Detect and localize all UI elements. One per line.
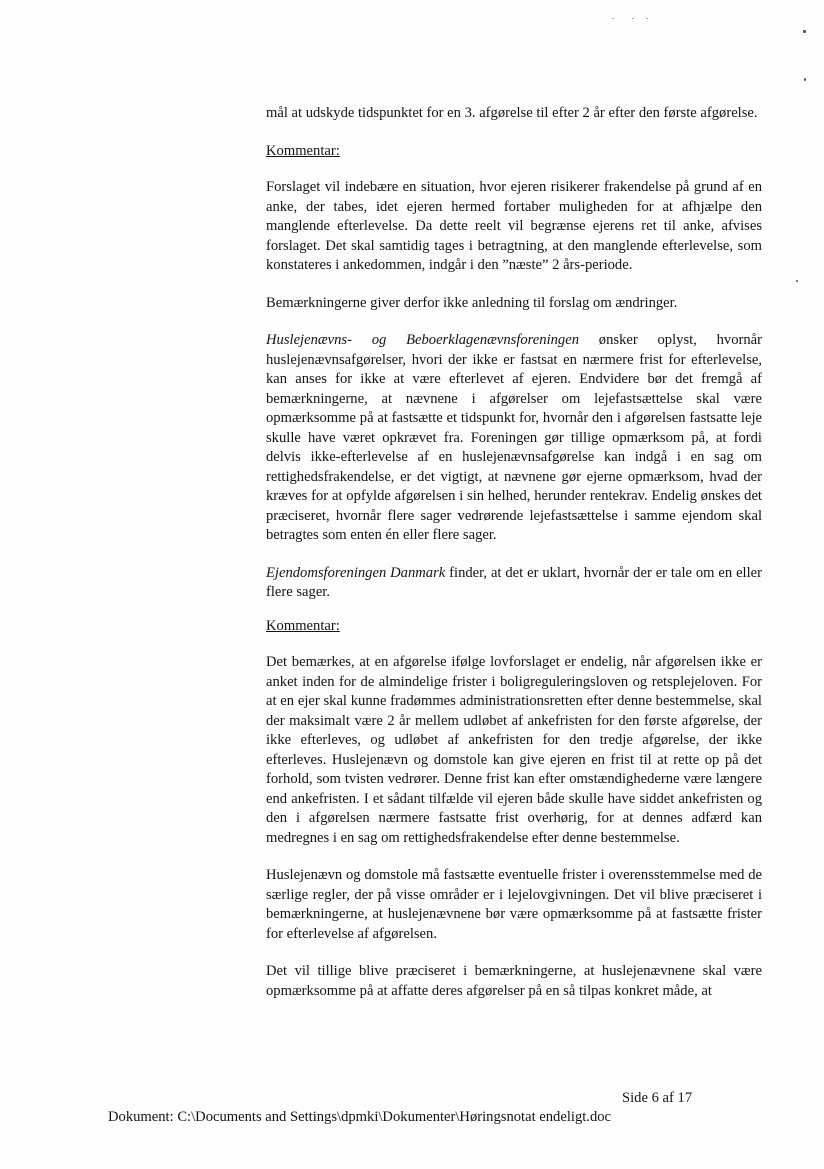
remark-text: finder, at det er uklart, hvornår der er tale om en eller flere sager. xyxy=(266,564,763,600)
remark-text: ønsker oplyst, hvornår huslejenævnsafgørelser, hvori der ikke er fastsat en nærmere frist for efterlevelse, kan anses for ikke at være efterlevet af ejeren. Endvidere bør det fremgå af bemærkningerne, at nævnene i afgørelser om lejefastsættelse skal være opmærksomme på at fastsætte et tidspunkt for, hvornår den i afgørelsen fastsatte leje skulle have været opkrævet fra. Foreningen gør tillige opmærksom på, at fordi delvis ikke-efterlevelse af en huslejenævnsafgørelse kan indgå i en sag om rettighedsfrakendelse, er det vigtigt, at nævnene gør ejerne opmærksom, hvad der kræves for at opfylde afgørelsen i sin helhed, herunder rentekrav. Endelig ønskes det præciseret, hvornår flere sager vedrørende lejefastsættelse i samme ejendom skal betragtes som enten én eller flere sager. xyxy=(266,332,762,543)
document-path-footer: Dokument: C:\Documents and Settings\dpmki\Dokumenter\Høringsnotat endeligt.doc xyxy=(108,1109,612,1125)
comment-heading: Kommentar: xyxy=(266,617,340,634)
scan-speck xyxy=(646,18,648,19)
association-remark-paragraph xyxy=(266,564,762,603)
comment-paragraph: Det bemærkes, at en afgørelse ifølge lovforslaget er endelig, når afgørelsen ikke er anket inden for de almindelige frister i boligreguleringsloven og retsplejeloven. For at en ejer skal kunne fradømmes administrationsretten efter denne bestemmelse, skal der maksimalt være 2 år mellem udløbet af ankefristen for den første afgørelse, der ikke efterleves, og udløbet af ankefristen for den tredje afgørelse, der ikke efterleves. Huslejenævn og domstole kan give ejeren en frist til at rette op på det forhold, som tvisten vedrører. Denne frist kan efter omstændighederne være længere end ankefristen. I et sådant tilfælde vil ejeren både skulle have siddet ankefristen og den i afgørelsen nærmere fastsatte frist overhørig, for at dennes adfærd kan medregnes i en sag om rettighedsfrakendelse efter denne bestemmelse. xyxy=(266,654,762,846)
scan-speck xyxy=(803,30,806,33)
scan-speck xyxy=(632,18,634,19)
conclusion-paragraph: Bemærkningerne giver derfor ikke anledning til forslag om ændringer. xyxy=(266,294,678,311)
comment-paragraph: Huslejenævn og domstole må fastsætte eventuelle frister i overensstemmelse med de særlige regler, der på visse områder er i lejelovgivningen. Det vil blive præciseret i bemærkningerne, at huslejenævnene bør være opmærksomme på at fastsætte frister for efterlevelse af afgørelsen. xyxy=(266,867,762,942)
paragraph-continuation: mål at udskyde tidspunktet for en 3. afgørelse til efter 2 år efter den første afgørelse. xyxy=(266,105,758,121)
comment-paragraph: Det vil tillige blive præciseret i bemærkningerne, at huslejenævnene skal være opmærksomme på at affatte deres afgørelser på en så tilpas konkret måde, at xyxy=(266,963,762,999)
association-remark-paragraph xyxy=(266,331,762,546)
scan-speck xyxy=(804,78,806,81)
page-number: Side 6 af 17 xyxy=(622,1090,693,1106)
body-text xyxy=(266,104,762,1019)
organization-name: Ejendomsforeningen Danmark xyxy=(266,564,446,581)
scan-speck xyxy=(612,18,614,19)
comment-heading: Kommentar: xyxy=(266,142,340,159)
organization-name: Huslejenævns- og Beboerklagenævnsforeningen xyxy=(266,332,580,348)
comment-paragraph: Forslaget vil indebære en situation, hvor ejeren risikerer frakendelse på grund af en anke, der tabes, idet ejeren hermed fortaber muligheden for at afhjælpe den manglende efterlevelse. Da dette reelt vil begrænse ejerens ret til anke, afvises forslaget. Det skal samtidig tages i betragtning, at den manglende efterlevelse, som konstateres i ankedommen, indgår i den ”næste” 2 års-periode. xyxy=(266,179,762,273)
scan-speck xyxy=(796,280,798,282)
